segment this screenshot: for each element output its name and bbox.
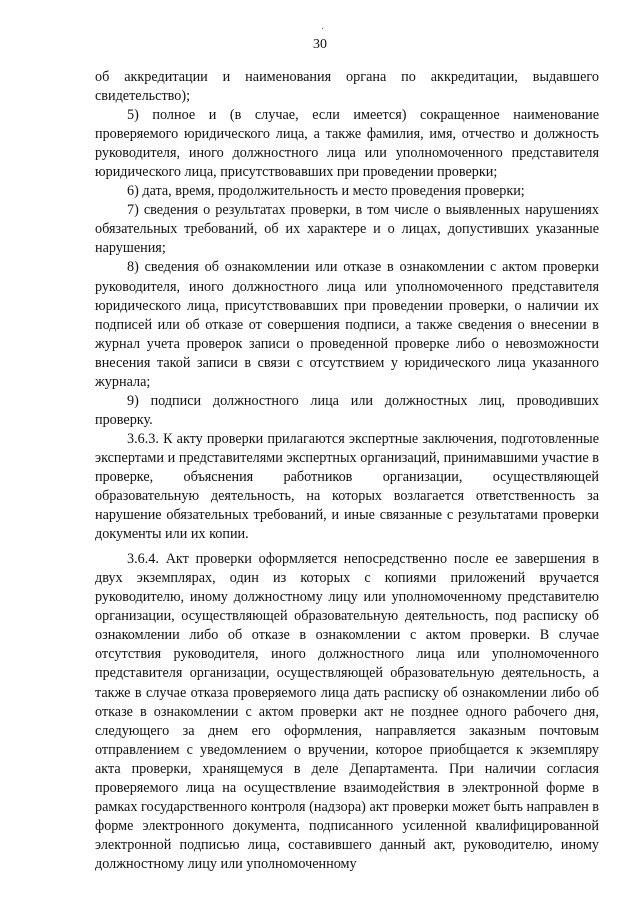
paragraph-3-6-4: 3.6.4. Акт проверки оформляется непосредственно после ее завершения в двух экземплярах, один из которых с копиями приложений вручается руководителю, иному должностному лицу или уполномоченному представителю организации, осуществляющей образовательную деятельность, под расписку об ознакомлении либо об отказе в ознакомлении с актом проверки. В случае отсутствия руководителя, иного должностного лица или уполномоченного представителя организации, осуществляющей образовательную деятельность, а также в случае отказа проверяемого лица дать расписку об ознакомлении либо об отказе в ознакомлении с актом проверки акт не позднее одного рабочего дня, следующего за днем его оформления, направляется заказным почтовым отправлением с уведомлением о вручении, которое приобщается к экземпляру акта проверки, хранящемуся в деле Департамента. При наличии согласия проверяемого лица на осуществление взаимодействия в электронной форме в рамках государственного контроля (надзора) акт проверки может быть направлен в форме электронного документа, подписанного усиленной квалифицированной электронной подписью лица, составившего данный акт, руководителю, иному должностному лицу или уполномоченному [95,551,599,872]
paragraph-3-6-3: 3.6.3. К акту проверки прилагаются экспертные заключения, подготовленные экспертами и представителями экспертных организаций, принимавшими участие в проверке, объяснения работников организации, осуществляющей образовательную деятельность, на которых возлагается ответственность за нарушение обязательных требований, и иные связанные с результатами проверки документы или их копии. [95,430,599,543]
paragraph-item-5: 5) полное и (в случае, если имеется) сокращенное наименование проверяемого юридического лица, а также фамилия, имя, отчество и должность руководителя, иного должностного лица или уполномоченного представителя юридического лица, присутствовавших при проведении проверки; [95,107,599,181]
scan-mark: · [321,24,325,35]
paragraph-accreditation-tail: об аккредитации и наименования органа по аккредитации, выдавшего свидетельство); [95,69,599,105]
paragraph-item-9: 9) подписи должностного лица или должностных лиц, проводивших проверку. [95,392,599,428]
paragraph-item-8: 8) сведения об ознакомлении или отказе в ознакомлении с актом проверки руководителя, иного должностного лица или уполномоченного представителя юридического лица, присутствовавших при проведении проверки, о наличии их подписей или об отказе от совершения подписи, а также сведения о внесении в журнал учета проверок записи о проведенной проверке либо о невозможности внесения такой записи в связи с отсутствием у юридического лица указанного журнала; [95,259,599,390]
paragraph-item-6: 6) дата, время, продолжительность и место проведения проверки; [127,183,525,200]
document-body [95,68,599,874]
page-number: 30 [313,37,327,52]
paragraph-item-7: 7) сведения о результатах проверки, в том числе о выявленных нарушениях обязательных требований, об их характере и о лицах, допустивших указанные нарушения; [95,202,599,257]
